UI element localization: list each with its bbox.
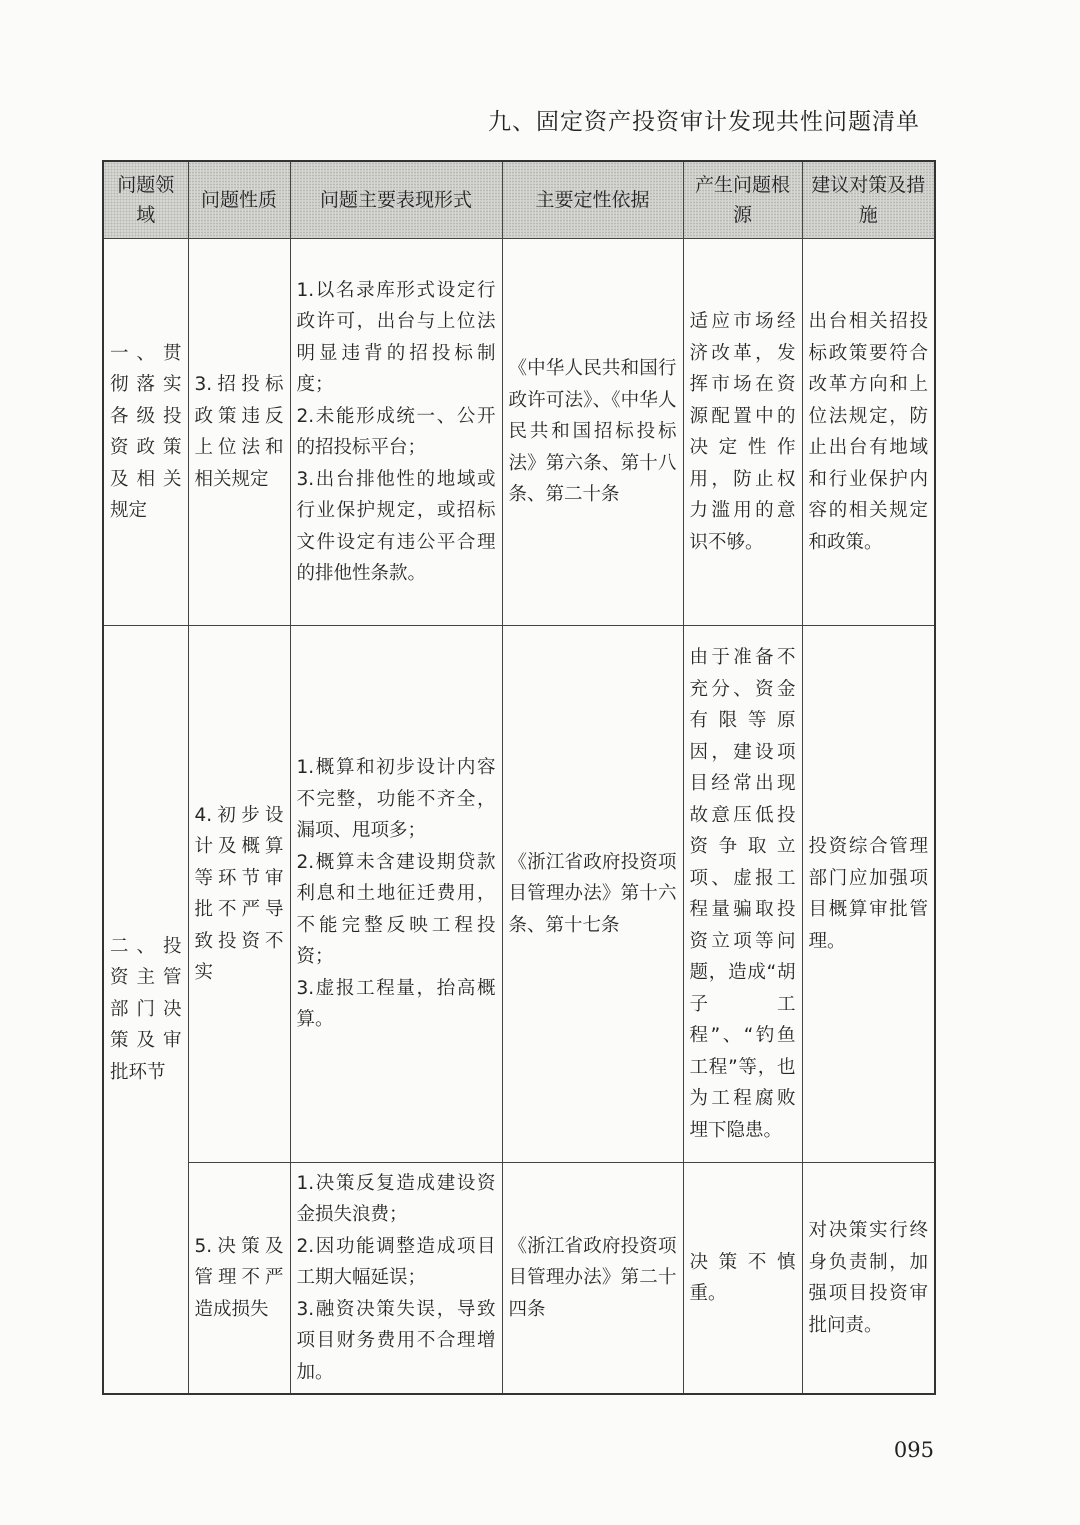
table-row [103, 1163, 935, 1395]
column-header-measures: 建议对策及措施 [802, 161, 935, 239]
table-row [103, 239, 935, 626]
cell-nature: 4.初步设计及概算等环节审批不严导致投资不实 [188, 626, 290, 1163]
form-item: 1.概算和初步设计内容不完整，功能不齐全，漏项、甩项多； [296, 757, 496, 842]
cell-root: 适应市场经济改革，发挥市场在资源配置中的决定性作用，防止权力滥用的意识不够。 [683, 239, 802, 626]
column-header-basis: 主要定性依据 [502, 161, 683, 239]
cell-measures: 出台相关招投标政策要符合改革方向和上位法规定，防止出台有地域和行业保护内容的相关规定和政策。 [802, 239, 935, 626]
form-item: 3.融资决策失误，导致项目财务费用不合理增加。 [296, 1298, 496, 1383]
cell-basis: 《浙江省政府投资项目管理办法》第二十四条 [502, 1163, 683, 1395]
form-item: 3.虚报工程量，抬高概算。 [296, 977, 496, 1031]
page-number: 095 [893, 1438, 934, 1462]
cell-area: 二、投资主管部门决策及审批环节 [103, 626, 188, 1395]
audit-issues-table-wrapper [102, 160, 934, 1395]
cell-measures: 对决策实行终身负责制，加强项目投资审批问责。 [802, 1163, 935, 1395]
column-header-nature: 问题性质 [188, 161, 290, 239]
table-row [103, 626, 935, 1163]
form-item: 3.出台排他性的地域或行业保护规定，或招标文件设定有违公平合理的排他性条款。 [296, 468, 496, 584]
table-header-row [103, 161, 935, 239]
cell-measures: 投资综合管理部门应加强项目概算审批管理。 [802, 626, 935, 1163]
cell-nature: 3.招投标政策违反上位法和相关规定 [188, 239, 290, 626]
cell-root: 决策不慎重。 [683, 1163, 802, 1395]
cell-forms [290, 626, 502, 1163]
cell-basis: 《中华人民共和国行政许可法》、《中华人民共和国招标投标法》第六条、第十八条、第二十条 [502, 239, 683, 626]
cell-root: 由于准备不充分、资金有限等原因，建设项目经常出现故意压低投资争取立项、虚报工程量骗取投资立项等问题，造成“胡子工程”、“钓鱼工程”等，也为工程腐败埋下隐患。 [683, 626, 802, 1163]
form-item: 1.决策反复造成建设资金损失浪费； [296, 1172, 496, 1226]
cell-forms [290, 239, 502, 626]
form-item: 2.因功能调整造成项目工期大幅延误； [296, 1235, 496, 1289]
section-title: 九、固定资产投资审计发现共性问题清单 [488, 109, 920, 135]
audit-issues-table [102, 160, 936, 1395]
cell-basis: 《浙江省政府投资项目管理办法》第十六条、第十七条 [502, 626, 683, 1163]
form-item: 2.概算未含建设期贷款利息和土地征迁费用，不能完整反映工程投资； [296, 851, 496, 968]
cell-area: 一、贯彻落实各级投资政策及相关规定 [103, 239, 188, 626]
cell-forms [290, 1163, 502, 1395]
column-header-root: 产生问题根源 [683, 161, 802, 239]
column-header-forms: 问题主要表现形式 [290, 161, 502, 239]
form-item: 1.以名录库形式设定行政许可，出台与上位法明显违背的招投标制度； [296, 279, 496, 395]
cell-nature: 5.决策及管理不严造成损失 [188, 1163, 290, 1395]
column-header-area: 问题领域 [103, 161, 188, 239]
form-item: 2.未能形成统一、公开的招投标平台； [296, 405, 496, 458]
